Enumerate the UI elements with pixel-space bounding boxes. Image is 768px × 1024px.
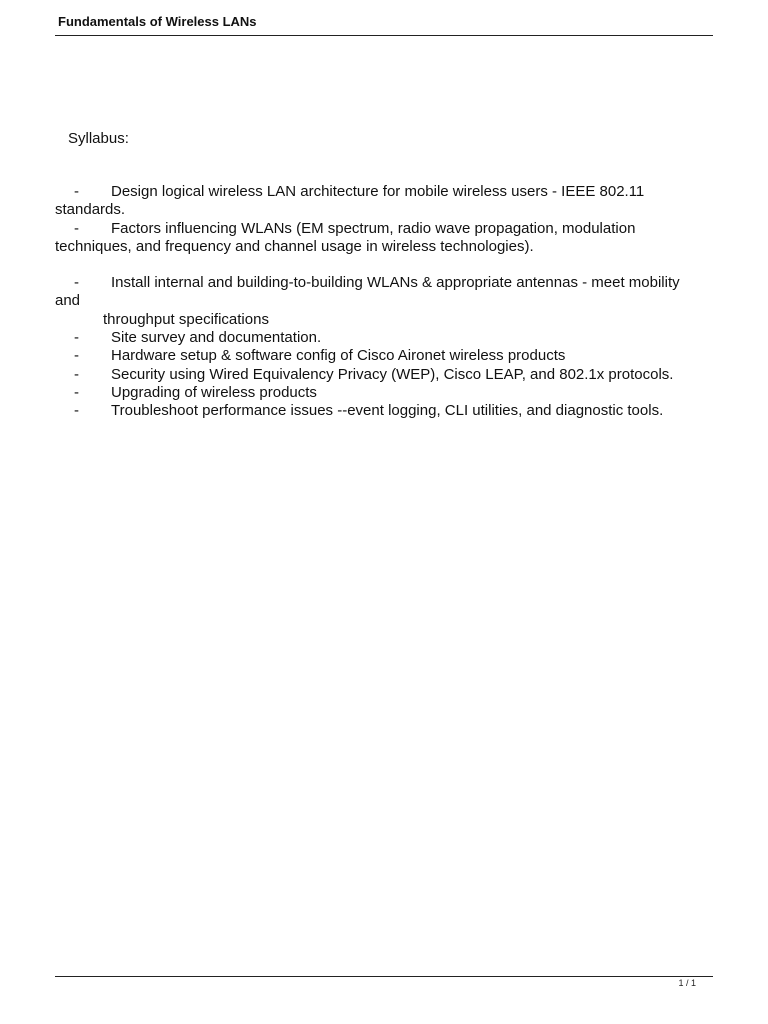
bullet-dash: -	[74, 347, 79, 364]
syllabus-item-2-continuation: techniques, and frequency and channel usage in wireless technologies).	[55, 238, 534, 255]
syllabus-item-text: Install internal and building-to-building WLANs & appropriate antennas - meet mobility	[111, 274, 680, 291]
syllabus-item-4	[55, 329, 715, 347]
syllabus-item-2	[55, 220, 715, 238]
footer-divider	[55, 976, 713, 977]
bullet-dash: -	[74, 329, 79, 346]
bullet-dash: -	[74, 274, 79, 291]
syllabus-item-3-continuation: and	[55, 292, 81, 309]
page-number: 1 / 1	[678, 978, 696, 988]
syllabus-item-text: Hardware setup & software config of Cisco Aironet wireless products	[111, 347, 566, 364]
syllabus-item-1	[55, 183, 715, 201]
syllabus-item-text: Upgrading of wireless products	[111, 384, 317, 401]
syllabus-item-text: Security using Wired Equivalency Privacy (WEP), Cisco LEAP, and 802.1x protocols.	[111, 366, 674, 383]
syllabus-item-1-continuation: standards.	[55, 201, 126, 218]
syllabus-heading: Syllabus:	[68, 130, 129, 147]
syllabus-item-text: Troubleshoot performance issues --event logging, CLI utilities, and diagnostic tools.	[111, 402, 664, 419]
syllabus-item-text: Factors influencing WLANs (EM spectrum, radio wave propagation, modulation	[111, 220, 636, 237]
bullet-dash: -	[74, 183, 79, 200]
syllabus-item-7	[55, 384, 715, 402]
syllabus-item-6	[55, 366, 715, 384]
header-divider	[55, 35, 713, 36]
page-header-title: Fundamentals of Wireless LANs	[58, 14, 257, 29]
bullet-dash: -	[74, 366, 79, 383]
bullet-dash: -	[74, 402, 79, 419]
bullet-dash: -	[74, 384, 79, 401]
syllabus-item-3	[55, 274, 715, 292]
syllabus-item-8	[55, 402, 715, 420]
bullet-dash: -	[74, 220, 79, 237]
syllabus-item-text: Design logical wireless LAN architecture for mobile wireless users - IEEE 802.11	[111, 183, 645, 200]
syllabus-item-3-indented: throughput specifications	[103, 311, 269, 328]
syllabus-item-text: Site survey and documentation.	[111, 329, 322, 346]
syllabus-item-5	[55, 347, 715, 365]
